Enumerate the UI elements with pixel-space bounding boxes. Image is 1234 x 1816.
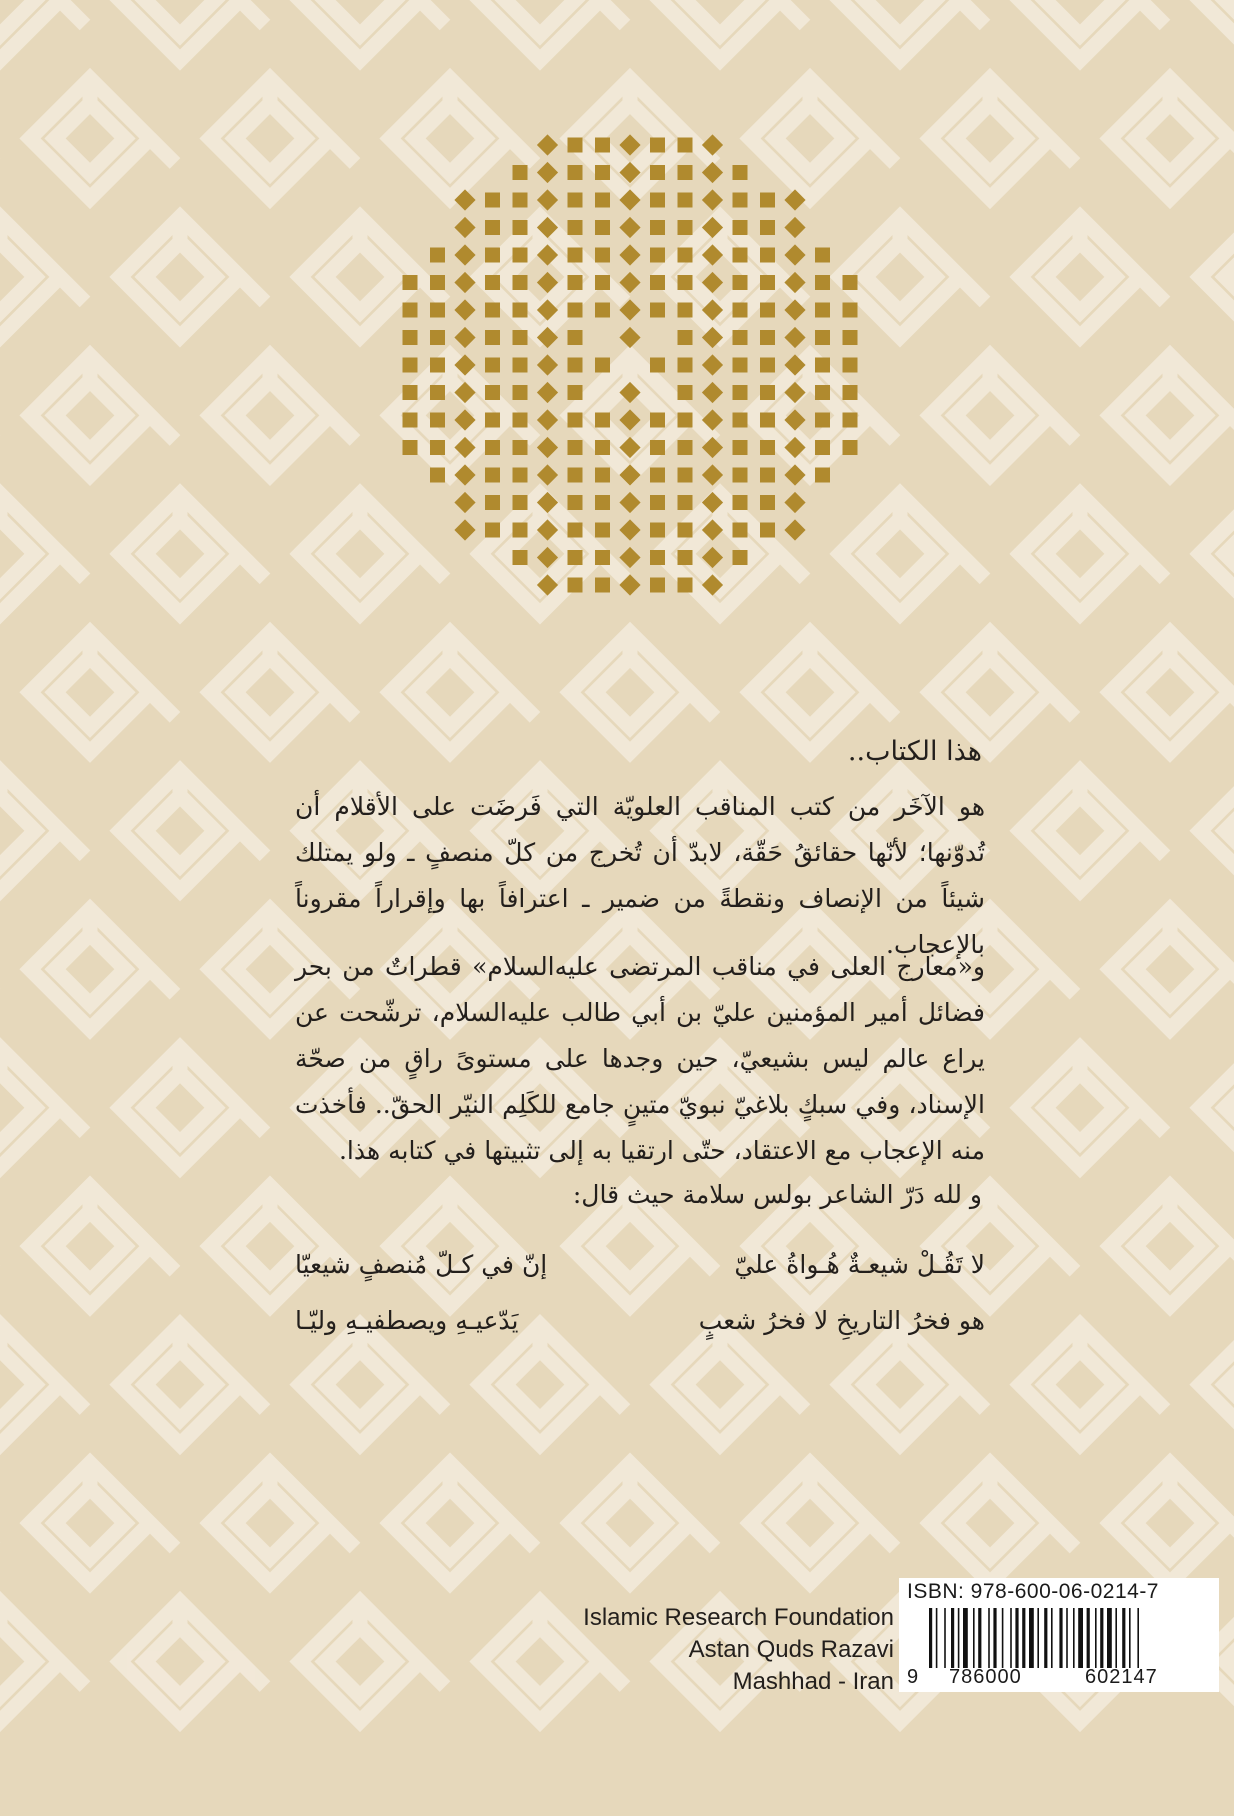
barcode-bar <box>1115 1608 1117 1668</box>
emblem-tile <box>650 138 665 153</box>
barcode-digit-first: 9 <box>907 1666 919 1688</box>
emblem-tile <box>702 272 723 293</box>
emblem-tile <box>619 382 640 403</box>
publisher-line-3: Mashhad - Iran <box>732 1668 894 1695</box>
emblem-tile <box>760 468 775 483</box>
emblem-tile <box>568 440 583 455</box>
emblem-tile <box>568 385 583 400</box>
barcode-bar <box>1137 1608 1139 1668</box>
emblem-tile <box>430 303 445 318</box>
emblem-tile <box>702 327 723 348</box>
emblem-tile <box>485 303 500 318</box>
emblem-tile <box>678 468 693 483</box>
emblem-tile <box>784 299 805 320</box>
emblem-tile <box>784 519 805 540</box>
emblem-tile <box>403 358 418 373</box>
emblem-tile <box>403 330 418 345</box>
barcode-bar <box>1010 1608 1012 1668</box>
emblem-tile <box>403 413 418 428</box>
emblem-tile <box>815 413 830 428</box>
emblem-tile <box>650 165 665 180</box>
emblem-tile <box>843 330 858 345</box>
emblem-tile <box>733 358 748 373</box>
emblem-tile <box>619 162 640 183</box>
emblem-tile <box>403 275 418 290</box>
emblem-tile <box>702 464 723 485</box>
barcode-bar <box>1129 1608 1131 1668</box>
barcode-bar <box>951 1608 954 1668</box>
emblem-tile <box>843 413 858 428</box>
emblem-tile <box>619 409 640 430</box>
emblem-tile <box>513 468 528 483</box>
emblem-tile <box>702 162 723 183</box>
barcode-bar <box>1107 1608 1112 1668</box>
emblem-tile <box>454 189 475 210</box>
emblem-tile <box>454 244 475 265</box>
barcode-bar <box>1022 1608 1025 1668</box>
emblem-tile <box>513 440 528 455</box>
emblem-tile <box>485 330 500 345</box>
emblem-tile <box>702 574 723 595</box>
emblem-tile <box>815 358 830 373</box>
emblem-tile <box>678 275 693 290</box>
emblem-tile <box>815 303 830 318</box>
emblem-tile <box>650 193 665 208</box>
emblem-tile <box>784 189 805 210</box>
poem-verse-1 <box>295 1250 985 1279</box>
emblem-tile <box>678 523 693 538</box>
emblem-tile <box>760 330 775 345</box>
emblem-tile <box>513 330 528 345</box>
emblem-tile <box>568 193 583 208</box>
emblem-tile <box>784 492 805 513</box>
isbn-label: ISBN: 978-600-06-0214-7 <box>907 1580 1159 1603</box>
emblem-tile <box>568 495 583 510</box>
emblem-tile <box>568 523 583 538</box>
emblem-tile <box>760 523 775 538</box>
emblem-tile <box>595 358 610 373</box>
emblem-tile <box>650 248 665 263</box>
emblem-tile <box>595 495 610 510</box>
emblem-tile <box>733 413 748 428</box>
barcode-bar <box>1122 1608 1125 1668</box>
emblem-tile <box>454 464 475 485</box>
barcode-bar <box>1095 1608 1097 1668</box>
emblem-tile <box>513 248 528 263</box>
emblem-tile <box>784 244 805 265</box>
emblem-tile <box>537 574 558 595</box>
emblem-tile <box>568 165 583 180</box>
emblem-tile <box>619 299 640 320</box>
emblem-tile <box>537 382 558 403</box>
emblem-tile <box>650 220 665 235</box>
emblem-tile <box>430 385 445 400</box>
emblem-tile <box>537 437 558 458</box>
emblem-tile <box>678 138 693 153</box>
barcode-bar <box>944 1608 946 1668</box>
emblem-tile <box>485 468 500 483</box>
publisher-line-2: Astan Quds Razavi <box>688 1636 894 1663</box>
emblem-tile <box>678 193 693 208</box>
emblem-tile <box>702 134 723 155</box>
emblem-tile <box>678 440 693 455</box>
emblem-tile <box>537 547 558 568</box>
emblem-tile <box>733 385 748 400</box>
emblem-tile <box>760 385 775 400</box>
emblem-tile <box>702 492 723 513</box>
emblem-tile <box>760 440 775 455</box>
emblem-tile <box>760 248 775 263</box>
emblem-tile <box>815 440 830 455</box>
emblem-tile <box>702 189 723 210</box>
emblem-tile <box>568 248 583 263</box>
emblem-tile <box>678 413 693 428</box>
barcode-bar <box>1044 1608 1047 1668</box>
barcode-bar <box>1051 1608 1053 1668</box>
emblem-tile <box>619 519 640 540</box>
emblem-tile <box>513 413 528 428</box>
emblem-tile <box>454 354 475 375</box>
emblem-tile <box>595 193 610 208</box>
emblem-tile <box>650 523 665 538</box>
emblem-tile <box>702 519 723 540</box>
emblem-tile <box>733 220 748 235</box>
emblem-tile <box>784 354 805 375</box>
emblem-tile <box>815 385 830 400</box>
barcode-bar <box>958 1608 960 1668</box>
emblem-tile <box>454 437 475 458</box>
emblem-tile <box>650 358 665 373</box>
emblem-tile <box>537 492 558 513</box>
emblem-tile <box>815 330 830 345</box>
emblem-tile <box>513 385 528 400</box>
emblem-tile <box>485 495 500 510</box>
barcode-bar <box>973 1608 975 1668</box>
emblem-tile <box>485 275 500 290</box>
barcode-bar <box>1087 1608 1090 1668</box>
emblem-tile <box>733 248 748 263</box>
poem-verse-2 <box>295 1306 985 1335</box>
emblem-tile <box>650 413 665 428</box>
barcode-bars <box>929 1608 1209 1668</box>
emblem-tile <box>430 440 445 455</box>
emblem-tile <box>537 244 558 265</box>
emblem-tile <box>733 330 748 345</box>
emblem-tile <box>678 303 693 318</box>
emblem-tile <box>619 134 640 155</box>
emblem-tile <box>760 220 775 235</box>
emblem-tile <box>815 275 830 290</box>
barcode-bar <box>929 1608 932 1668</box>
emblem-tile <box>650 303 665 318</box>
emblem-tile <box>733 440 748 455</box>
emblem-tile <box>678 248 693 263</box>
emblem-tile <box>537 272 558 293</box>
emblem-tile <box>595 275 610 290</box>
barcode-bar <box>1059 1608 1062 1668</box>
emblem-tile <box>568 468 583 483</box>
emblem-tile <box>733 303 748 318</box>
emblem-tile <box>430 275 445 290</box>
emblem-tile <box>678 495 693 510</box>
emblem-tile <box>702 299 723 320</box>
geometric-star-emblem <box>0 0 1234 720</box>
emblem-tile <box>619 492 640 513</box>
emblem-tile <box>650 550 665 565</box>
emblem-tile <box>568 220 583 235</box>
emblem-tile <box>760 193 775 208</box>
barcode-bar <box>988 1608 990 1668</box>
emblem-tile <box>843 303 858 318</box>
emblem-tile <box>485 220 500 235</box>
barcode-bar <box>1002 1608 1004 1668</box>
emblem-tile <box>650 275 665 290</box>
emblem-tile <box>595 303 610 318</box>
emblem-tile <box>430 330 445 345</box>
emblem-tile <box>619 327 640 348</box>
barcode-bar <box>978 1608 981 1668</box>
verse-2-first-hemistich: هو فخرُ التاريخِ لا فخرُ شعبٍ <box>698 1306 985 1335</box>
emblem-tile <box>454 327 475 348</box>
emblem-tile <box>595 165 610 180</box>
emblem-tile <box>733 495 748 510</box>
emblem-tile <box>537 354 558 375</box>
emblem-tile <box>513 275 528 290</box>
emblem-tile <box>513 358 528 373</box>
emblem-tile <box>568 578 583 593</box>
barcode-digits-right: 602147 <box>1085 1666 1158 1688</box>
emblem-tile <box>619 272 640 293</box>
emblem-tile <box>485 440 500 455</box>
barcode-bar <box>993 1608 996 1668</box>
emblem-tile <box>760 413 775 428</box>
barcode-bar <box>936 1608 938 1668</box>
emblem-tile <box>760 495 775 510</box>
emblem-tile <box>619 217 640 238</box>
emblem-tile <box>403 303 418 318</box>
emblem-tile <box>619 189 640 210</box>
emblem-tile <box>733 523 748 538</box>
emblem-tile <box>650 495 665 510</box>
emblem-tile <box>537 327 558 348</box>
emblem-tile <box>843 385 858 400</box>
poem-intro: و لله دَرّ الشاعر بولس سلامة حيث قال: <box>572 1180 982 1209</box>
emblem-tile <box>815 248 830 263</box>
barcode-digits-left: 786000 <box>949 1666 1022 1688</box>
isbn-barcode <box>899 1578 1219 1692</box>
emblem-tile <box>513 220 528 235</box>
emblem-tile <box>678 550 693 565</box>
emblem-tile <box>595 550 610 565</box>
emblem-tile <box>454 519 475 540</box>
emblem-tile <box>537 217 558 238</box>
emblem-tile <box>430 248 445 263</box>
emblem-tile <box>568 550 583 565</box>
emblem-tile <box>537 464 558 485</box>
emblem-tile <box>843 275 858 290</box>
emblem-tile <box>568 275 583 290</box>
emblem-tile <box>485 523 500 538</box>
emblem-tile <box>702 409 723 430</box>
emblem-tile <box>760 303 775 318</box>
emblem-tile <box>650 468 665 483</box>
emblem-tile <box>650 440 665 455</box>
publisher-line-1: Islamic Research Foundation <box>583 1604 894 1631</box>
emblem-tile <box>702 217 723 238</box>
emblem-tile <box>513 193 528 208</box>
emblem-tile <box>619 437 640 458</box>
emblem-tile <box>619 547 640 568</box>
emblem-tile <box>843 440 858 455</box>
emblem-tile <box>430 358 445 373</box>
emblem-tile <box>784 409 805 430</box>
emblem-tile <box>678 578 693 593</box>
emblem-tile <box>513 495 528 510</box>
emblem-tile <box>485 358 500 373</box>
emblem-tile <box>784 217 805 238</box>
emblem-tile <box>733 550 748 565</box>
emblem-tile <box>595 578 610 593</box>
emblem-tile <box>678 358 693 373</box>
emblem-tile <box>619 574 640 595</box>
emblem-tile <box>702 547 723 568</box>
barcode-bar <box>1015 1608 1018 1668</box>
cover-heading: هذا الكتاب.. <box>847 736 982 767</box>
emblem-tile <box>454 409 475 430</box>
emblem-tile <box>568 330 583 345</box>
emblem-tile <box>485 248 500 263</box>
emblem-tile <box>568 358 583 373</box>
barcode-bar <box>1078 1608 1083 1668</box>
emblem-tile <box>537 189 558 210</box>
emblem-tile <box>784 382 805 403</box>
barcode-bar <box>1066 1608 1068 1668</box>
emblem-tile <box>537 162 558 183</box>
emblem-tile <box>595 440 610 455</box>
emblem-tile <box>454 272 475 293</box>
emblem-tile <box>454 299 475 320</box>
emblem-tile <box>595 468 610 483</box>
emblem-tile <box>650 578 665 593</box>
emblem-tile <box>595 220 610 235</box>
emblem-tile <box>595 523 610 538</box>
emblem-tile <box>843 358 858 373</box>
emblem-tile <box>595 413 610 428</box>
emblem-tile <box>733 468 748 483</box>
emblem-tile <box>403 385 418 400</box>
barcode-bar <box>1037 1608 1039 1668</box>
emblem-tile <box>702 382 723 403</box>
emblem-tile <box>537 519 558 540</box>
emblem-tile <box>595 248 610 263</box>
emblem-tile <box>537 299 558 320</box>
emblem-tile <box>784 464 805 485</box>
emblem-tile <box>537 134 558 155</box>
verse-2-second-hemistich: يَدّعيـهِ ويصطفيـهِ وليّـا <box>295 1306 519 1335</box>
emblem-tile <box>568 303 583 318</box>
emblem-tile <box>619 244 640 265</box>
emblem-tile <box>733 165 748 180</box>
emblem-tile <box>702 244 723 265</box>
emblem-tile <box>784 272 805 293</box>
publisher-info <box>583 1602 894 1698</box>
emblem-tile <box>678 165 693 180</box>
barcode-bar <box>963 1608 968 1668</box>
emblem-tile <box>537 409 558 430</box>
emblem-tile <box>454 382 475 403</box>
emblem-tile <box>619 464 640 485</box>
verse-1-first-hemistich: لا تَقُـلْ شيعـةٌ هُـواةُ عليّ <box>734 1250 985 1279</box>
description-paragraph-2: و«معارج العلى في مناقب المرتضى علیه‌السلام» قطراتٌ من بحر فضائل أمير المؤمنين عليّ بن أبي طالب علیه‌السلام، ترشّحت عن يراع عالم ليس بشيعيّ، حين وجدها على مستوىً راقٍ من صحّة الإسناد، وفي سبكٍ بلاغيّ نبويّ متينٍ جامع للكَلِم النيّر الحقّ.. فأخذت منه الإعجاب مع الاعتقاد، حتّى ارتقيا به إلى تثبيتها في كتابه هذا. <box>295 952 985 1165</box>
emblem-tile <box>485 385 500 400</box>
barcode-bar <box>1073 1608 1075 1668</box>
emblem-tile <box>678 220 693 235</box>
emblem-tile <box>485 413 500 428</box>
verse-1-second-hemistich: إنّ في كـلّ مُنصفٍ شيعيّا <box>295 1250 548 1279</box>
emblem-tile <box>702 437 723 458</box>
barcode-bar <box>1100 1608 1103 1668</box>
emblem-tile <box>513 165 528 180</box>
emblem-tile <box>784 437 805 458</box>
barcode-bar <box>1029 1608 1034 1668</box>
emblem-tile <box>568 138 583 153</box>
emblem-tile <box>733 193 748 208</box>
emblem-tile <box>513 523 528 538</box>
emblem-tile <box>454 492 475 513</box>
emblem-tile <box>430 413 445 428</box>
emblem-tile <box>815 468 830 483</box>
emblem-tile <box>513 303 528 318</box>
emblem-tile <box>678 330 693 345</box>
emblem-tile <box>702 354 723 375</box>
emblem-tile <box>485 193 500 208</box>
emblem-tile <box>454 217 475 238</box>
emblem-tile <box>760 358 775 373</box>
emblem-tile <box>403 440 418 455</box>
emblem-tile <box>568 413 583 428</box>
emblem-tile <box>760 275 775 290</box>
emblem-tile <box>513 550 528 565</box>
emblem-tile <box>595 138 610 153</box>
emblem-tile <box>678 385 693 400</box>
emblem-tile <box>430 468 445 483</box>
emblem-tile <box>784 327 805 348</box>
description-paragraph-1: هو الآخَر من كتب المناقب العلويّة التي فَرضَت على الأقلام أن تُدوّنها؛ لأنّها حقائقُ حَقّة، لابدّ أن تُخرج من كلّ منصفٍ ـ ولو يمتلك شيئاً من الإنصاف ونقطةً من ضمير ـ اعترافاً بها وإقراراً مقروناً بالإعجاب. <box>295 792 985 959</box>
emblem-tile <box>733 275 748 290</box>
